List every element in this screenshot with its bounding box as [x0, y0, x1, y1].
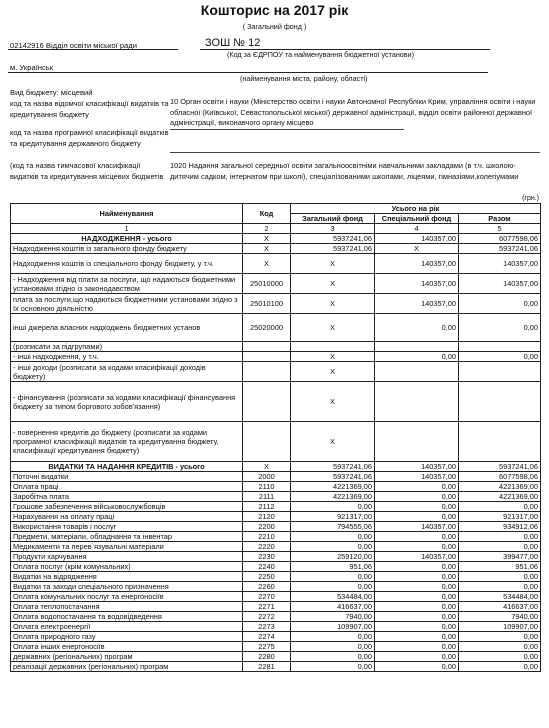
- table-row: [11, 612, 541, 622]
- column-number: 3: [291, 224, 375, 234]
- table-row: [11, 294, 541, 314]
- row-code: 2111: [243, 492, 291, 502]
- row-name: Продукти харчування: [11, 552, 243, 562]
- row-general: X: [291, 274, 375, 294]
- row-general: X: [291, 254, 375, 274]
- classification-value: 1020 Надання загальної середньої освіти загальноосвітніми навчальними закладами (в т.ч. школою-дитячим садком, інтернатом при школі), спеціалізованими школами, ліцеями, гімназіями,колегіумами: [170, 161, 519, 181]
- classification-label: код та назва програмної класифікації видатків та кредитування державного бюджету: [10, 128, 169, 148]
- row-general: 5937241,06: [291, 234, 375, 244]
- table-row: [11, 642, 541, 652]
- row-code: X: [243, 254, 291, 274]
- row-name: інші джерела власних надходжень бюджетних установ: [11, 314, 243, 342]
- row-code: 2000: [243, 472, 291, 482]
- divider: [170, 152, 540, 153]
- column-number: 2: [243, 224, 291, 234]
- row-name: державних (регіональних) програм: [11, 652, 243, 662]
- row-total: 951,06: [459, 562, 541, 572]
- row-name: Оплата послуг (крім комунальних): [11, 562, 243, 572]
- row-special: 0,00: [375, 572, 459, 582]
- row-code: 2110: [243, 482, 291, 492]
- row-general: 5937241,06: [291, 462, 375, 472]
- fund-subtitle: ( Загальний фонд ): [242, 22, 307, 31]
- row-code: 2275: [243, 642, 291, 652]
- row-special: 0,00: [375, 662, 459, 672]
- row-special: [375, 382, 459, 422]
- row-name: Надходження коштів із загального фонду бюджету: [11, 244, 243, 254]
- row-total: 0,00: [459, 314, 541, 342]
- table-row: [11, 382, 541, 422]
- row-total: 0,00: [459, 642, 541, 652]
- row-total: 0,00: [459, 352, 541, 362]
- divider: [170, 129, 404, 130]
- table-row: [11, 592, 541, 602]
- row-special: 0,00: [375, 642, 459, 652]
- row-special: X: [375, 244, 459, 254]
- row-special: 0,00: [375, 612, 459, 622]
- row-total: [459, 362, 541, 382]
- row-general: 0,00: [291, 502, 375, 512]
- row-name: Оплата електроенергії: [11, 622, 243, 632]
- table-row: [11, 362, 541, 382]
- row-name: Оплата природного газу: [11, 632, 243, 642]
- city-caption: (найменування міста, району, області): [240, 74, 368, 83]
- row-general: 259120,00: [291, 552, 375, 562]
- row-total: 5937241,06: [459, 462, 541, 472]
- row-total: 0,00: [459, 294, 541, 314]
- row-name: Поточні видатки: [11, 472, 243, 482]
- table-row: [11, 582, 541, 592]
- row-total: 0,00: [459, 652, 541, 662]
- row-code: [243, 382, 291, 422]
- divider: [8, 72, 488, 73]
- row-total: 140357,00: [459, 254, 541, 274]
- row-total: 416637,00: [459, 602, 541, 612]
- row-code: X: [243, 462, 291, 472]
- classification-label: код та назва відомчої класифікації видатків та кредитування бюджету: [10, 99, 169, 119]
- row-total: 0,00: [459, 542, 541, 552]
- row-total: 6077598,06: [459, 234, 541, 244]
- row-name: Оплата праці: [11, 482, 243, 492]
- row-name: - повернення кредитів до бюджету (розписати за кодами програмної класифікації видатків та кредитування бюджету, класифікації кредитування бюджету): [11, 422, 243, 462]
- table-row: [11, 502, 541, 512]
- row-name: (розписати за підгрупами): [11, 342, 243, 352]
- row-total: 140357,00: [459, 274, 541, 294]
- table-row: [11, 274, 541, 294]
- row-special: 0,00: [375, 622, 459, 632]
- budget-type: Вид бюджету: місцевий: [10, 88, 93, 97]
- row-special: 0,00: [375, 532, 459, 542]
- row-special: 140357,00: [375, 472, 459, 482]
- row-general: X: [291, 294, 375, 314]
- row-code: [243, 352, 291, 362]
- row-special: [375, 422, 459, 462]
- table-row: [11, 234, 541, 244]
- row-special: 0,00: [375, 492, 459, 502]
- row-general: X: [291, 362, 375, 382]
- row-special: 0,00: [375, 502, 459, 512]
- row-total: [459, 382, 541, 422]
- row-code: 2210: [243, 532, 291, 542]
- row-code: 2271: [243, 602, 291, 612]
- row-special: [375, 342, 459, 352]
- row-general: 951,06: [291, 562, 375, 572]
- row-general: 0,00: [291, 572, 375, 582]
- row-code: 2270: [243, 592, 291, 602]
- row-code: X: [243, 244, 291, 254]
- row-name: - інші доходи (розписати за кодами класифікації доходів бюджету): [11, 362, 243, 382]
- row-code: 2240: [243, 562, 291, 572]
- row-code: [243, 362, 291, 382]
- unit-label: (грн.): [522, 195, 539, 202]
- table-row: [11, 472, 541, 482]
- row-general: 0,00: [291, 542, 375, 552]
- table-row: [11, 492, 541, 502]
- table-row: [11, 532, 541, 542]
- row-general: 0,00: [291, 582, 375, 592]
- row-total: [459, 422, 541, 462]
- table-row: [11, 352, 541, 362]
- row-name: Видатки та заходи спеціального призначення: [11, 582, 243, 592]
- row-total: 7940,00: [459, 612, 541, 622]
- row-special: 0,00: [375, 512, 459, 522]
- row-name: плата за послуги,що надаються бюджетними установами згідно з їх основною діяльністю: [11, 294, 243, 314]
- row-special: 0,00: [375, 592, 459, 602]
- row-general: [291, 342, 375, 352]
- row-special: 0,00: [375, 352, 459, 362]
- row-special: 140357,00: [375, 234, 459, 244]
- row-general: 109907,00: [291, 622, 375, 632]
- table-row: [11, 462, 541, 472]
- table-row: [11, 632, 541, 642]
- row-general: 0,00: [291, 662, 375, 672]
- table-row: [11, 254, 541, 274]
- table-body: [11, 234, 541, 672]
- row-total: 6077598,06: [459, 472, 541, 482]
- row-general: 0,00: [291, 632, 375, 642]
- row-code: 25020000: [243, 314, 291, 342]
- row-code: [243, 422, 291, 462]
- row-name: Грошове забезпечення військовослужбовців: [11, 502, 243, 512]
- row-name: - Надходження від плати за послуги, що надаються бюджетними установами згідно із законодавством: [11, 274, 243, 294]
- row-general: 794555,06: [291, 522, 375, 532]
- row-special: 140357,00: [375, 552, 459, 562]
- row-general: 534484,00: [291, 592, 375, 602]
- table-row: [11, 422, 541, 462]
- document-title: Кошторис на 2017 рік: [200, 2, 349, 18]
- column-header-special: Спеціальний фонд: [375, 214, 459, 224]
- row-total: 0,00: [459, 662, 541, 672]
- row-name: - фінансування (розписати за кодами класифікації фінансування бюджету за типом боргового зобов'язання): [11, 382, 243, 422]
- row-total: 0,00: [459, 532, 541, 542]
- row-code: 25010100: [243, 294, 291, 314]
- row-name: Видатки на відрядження: [11, 572, 243, 582]
- row-code: 25010000: [243, 274, 291, 294]
- row-general: 0,00: [291, 532, 375, 542]
- column-header-name: Найменування: [11, 204, 243, 224]
- row-special: 140357,00: [375, 462, 459, 472]
- row-code: 2220: [243, 542, 291, 552]
- row-special: 0,00: [375, 314, 459, 342]
- row-name: Нарахування на оплату праці: [11, 512, 243, 522]
- estimate-table: [10, 203, 541, 672]
- column-header-general: Загальний фонд: [291, 214, 375, 224]
- divider: [8, 49, 178, 50]
- table-row: [11, 602, 541, 612]
- row-total: 0,00: [459, 572, 541, 582]
- row-special: 0,00: [375, 482, 459, 492]
- row-general: 416637,00: [291, 602, 375, 612]
- row-name: Медикаменти та перев`язувальні матеріали: [11, 542, 243, 552]
- classification-label: (код та назва тимчасової класифікації видатків та кредитування місцевих бюджетів: [10, 161, 164, 181]
- row-code: X: [243, 234, 291, 244]
- row-code: 2280: [243, 652, 291, 662]
- row-general: 0,00: [291, 642, 375, 652]
- row-special: 0,00: [375, 562, 459, 572]
- row-name: реалізації державних (регіональних) програм: [11, 662, 243, 672]
- institution-caption: (Код за ЄДРПОУ та найменування бюджетної установи): [227, 50, 415, 59]
- row-name: - інші надходження, у т.ч.: [11, 352, 243, 362]
- table-row: [11, 552, 541, 562]
- row-total: 0,00: [459, 582, 541, 592]
- row-code: 2272: [243, 612, 291, 622]
- row-special: 140357,00: [375, 274, 459, 294]
- table-row: [11, 522, 541, 532]
- column-number: 5: [459, 224, 541, 234]
- row-code: 2273: [243, 622, 291, 632]
- row-general: X: [291, 352, 375, 362]
- table-row: [11, 244, 541, 254]
- row-name: Заробітна плата: [11, 492, 243, 502]
- row-code: 2230: [243, 552, 291, 562]
- row-special: 140357,00: [375, 294, 459, 314]
- column-header-total: Разом: [459, 214, 541, 224]
- row-name: НАДХОДЖЕННЯ - усього: [11, 234, 243, 244]
- table-row: [11, 572, 541, 582]
- column-number: 4: [375, 224, 459, 234]
- row-special: 0,00: [375, 582, 459, 592]
- column-header-code: Код: [243, 204, 291, 224]
- table-row: [11, 622, 541, 632]
- row-general: 921317,00: [291, 512, 375, 522]
- row-general: 5937241,06: [291, 472, 375, 482]
- table-row: [11, 512, 541, 522]
- row-special: 140357,00: [375, 254, 459, 274]
- column-number: 1: [11, 224, 243, 234]
- row-general: 7940,00: [291, 612, 375, 622]
- row-special: 0,00: [375, 542, 459, 552]
- row-total: [459, 342, 541, 352]
- row-code: 2260: [243, 582, 291, 592]
- row-name: ВИДАТКИ ТА НАДАННЯ КРЕДИТІВ - усього: [11, 462, 243, 472]
- row-name: Використання товарів і послуг: [11, 522, 243, 532]
- column-header-group: Усього на рік: [291, 204, 541, 214]
- row-total: 4221369,00: [459, 482, 541, 492]
- table-row: [11, 562, 541, 572]
- row-name: Предмети, матеріали, обладнання та інвентар: [11, 532, 243, 542]
- row-total: 934912,06: [459, 522, 541, 532]
- row-total: 109907,00: [459, 622, 541, 632]
- table-row: [11, 662, 541, 672]
- row-name: Оплата комунальних послуг та енергоносіїв: [11, 592, 243, 602]
- table-row: [11, 314, 541, 342]
- table-row: [11, 652, 541, 662]
- row-code: 2250: [243, 572, 291, 582]
- row-total: 534484,00: [459, 592, 541, 602]
- table-row: [11, 542, 541, 552]
- row-total: 5937241,06: [459, 244, 541, 254]
- row-name: Оплата водопостачання та водовідведення: [11, 612, 243, 622]
- row-code: [243, 342, 291, 352]
- row-total: 0,00: [459, 632, 541, 642]
- row-code: 2120: [243, 512, 291, 522]
- row-total: 4221369,00: [459, 492, 541, 502]
- institution-name: ЗОШ № 12: [205, 37, 261, 49]
- row-general: X: [291, 314, 375, 342]
- row-general: X: [291, 382, 375, 422]
- row-special: 0,00: [375, 602, 459, 612]
- institution-code: 02142916 Відділ освіти міської ради: [10, 41, 137, 50]
- row-special: [375, 362, 459, 382]
- row-code: 2274: [243, 632, 291, 642]
- row-total: 921317,00: [459, 512, 541, 522]
- table-row: [11, 342, 541, 352]
- classification-value: 10 Орган освіти і науки (Міністерство освіти і науки Автономної Республіки Крим, управління освіти і науки обласної (Київської, Севастопольської міської) державної адміністрації, відділ освіти районної державної адміністрації, виконавчого органу місцево: [170, 97, 536, 128]
- row-total: 399477,00: [459, 552, 541, 562]
- table-row: [11, 482, 541, 492]
- row-special: 140357,00: [375, 522, 459, 532]
- row-code: 2200: [243, 522, 291, 532]
- row-special: 0,00: [375, 632, 459, 642]
- city: м. Українськ: [10, 63, 54, 72]
- row-total: 0,00: [459, 502, 541, 512]
- row-name: Оплата інших енергоносіїв: [11, 642, 243, 652]
- row-code: 2281: [243, 662, 291, 672]
- row-special: 0,00: [375, 652, 459, 662]
- row-general: 4221369,00: [291, 482, 375, 492]
- row-general: 0,00: [291, 652, 375, 662]
- row-general: 4221369,00: [291, 492, 375, 502]
- row-code: 2112: [243, 502, 291, 512]
- row-general: 5937241,06: [291, 244, 375, 254]
- row-name: Надходження коштів із спеціального фонду бюджету, у т.ч.: [11, 254, 243, 274]
- row-general: X: [291, 422, 375, 462]
- row-name: Оплата теплопостачання: [11, 602, 243, 612]
